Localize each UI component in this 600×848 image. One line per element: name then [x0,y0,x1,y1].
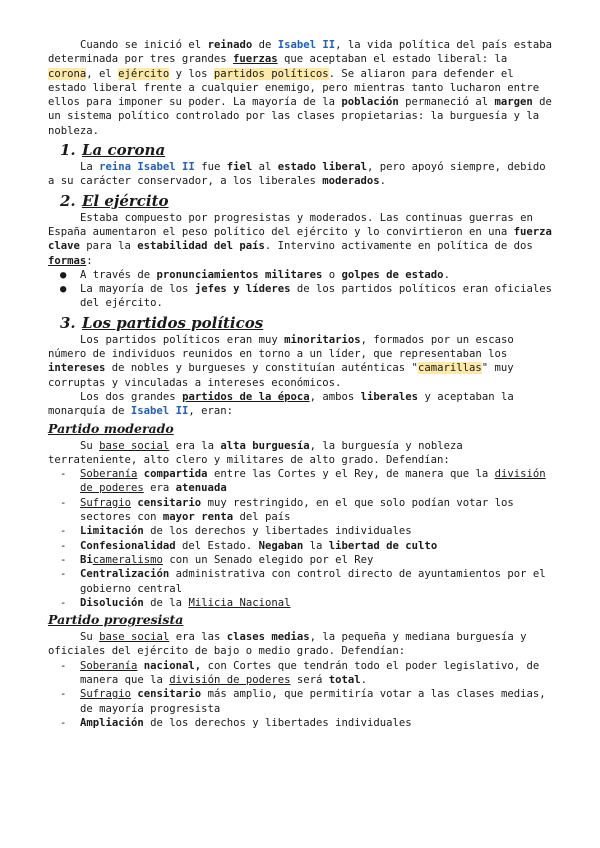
text: más amplio, que permitiría votar a las clases medias, de mayoría progresista [80,688,546,715]
text: que aceptaban el estado liberal: la [277,53,508,66]
text: o [322,268,342,281]
text: era las [169,631,227,644]
text: reinado [207,39,253,51]
section-heading-partidos [60,313,552,333]
text: era [143,482,176,495]
text: minoritarios [284,333,361,346]
text: con un Senado elegido por el Rey [162,553,374,566]
text: Isabel II [277,39,336,51]
text: base social [99,631,170,644]
dash-marker: - [60,525,67,538]
text: , eran: [188,405,233,418]
bullet-marker: ● [60,283,67,296]
corona-paragraph [48,160,552,189]
text: . [443,268,450,281]
text: Disolución [80,596,144,609]
text: , ambos [309,390,361,403]
dash-marker: - [60,659,67,672]
text: era la [169,439,221,452]
text: Estaba compuesto por progresistas y moderados. Las continuas guerras en España aumentaron el peso político del ejército y lo convirtieron en una [48,211,533,238]
text: administrativa con control directo de ayuntamientos por el gobierno central [80,568,546,595]
section-heading-ejercito [60,191,552,211]
text: censitario [131,688,202,701]
list-item [48,268,552,282]
dash-marker: - [60,553,67,566]
dash-marker: - [60,688,67,701]
text: y los [169,67,214,80]
text: de los derechos y libertades individuales [143,525,412,538]
text: La [80,161,100,174]
text: entre las Cortes y el Rey, de manera que la [207,468,495,481]
text: A través de [80,268,157,281]
dash-marker: - [60,539,67,552]
text: Su [80,439,100,452]
text: de nobles y burgueses y constituían auténticas " [105,362,418,375]
text: , la pequeña y mediana burguesía y oficiales del ejército de bajo o medio grado. Defendían: [48,631,527,658]
text: , la burguesía y nobleza terrateniente, alto clero y militares de alto grado. Defendían: [48,439,463,466]
section-number: 2. [60,191,76,210]
text: libertad de culto [328,539,438,552]
text: Bi [80,553,93,566]
text: formas [48,254,87,267]
text: Milicia Nacional [188,596,291,609]
section-title: El ejército [82,191,169,210]
text: Ampliación [80,716,144,729]
subheading-progresista: Partido progresista [48,612,184,628]
text: partidos de la época [182,390,310,403]
partidos-paragraph-1 [48,333,552,390]
text: , el [86,67,119,80]
dash-marker: - [60,596,67,609]
text: liberales [360,390,419,403]
text: Su [80,631,100,644]
section-number: 3. [60,313,76,332]
text: . [379,175,387,188]
list-item [48,659,552,688]
text: Centralización [80,568,170,581]
moderado-list [48,467,552,610]
text: jefes y líderes [194,283,291,296]
text: La mayoría de los [80,283,195,296]
bullet-marker: ● [60,268,67,281]
text: con Cortes que tendrán todo el poder legislativo, de manera que la [80,659,540,686]
text: fuerza clave [48,225,552,253]
text: del país [233,511,291,524]
highlight: ejército [118,67,170,80]
dash-marker: - [60,468,67,481]
text: Los partidos políticos eran muy [80,333,285,346]
dash-marker: - [60,496,67,509]
text: de los partidos políticos eran oficiales del ejército. [80,283,552,310]
text: Los dos grandes [80,390,183,403]
list-item [48,596,552,610]
text: al [252,161,278,174]
text: compartida [137,468,208,481]
text: Sufragio [80,496,132,509]
text: de los derechos y libertades individuales [143,716,412,729]
highlight: partidos políticos [213,67,329,80]
text: moderados [322,175,380,188]
text: Soberanía [80,468,138,481]
text: para la [79,240,138,253]
text: golpes de estado [341,268,444,281]
text: nacional, [137,659,202,672]
progresista-paragraph [48,630,552,659]
text: , la vida política del país estaba determinada por tres grandes [48,39,552,66]
section-title: La corona [82,141,166,160]
partidos-paragraph-2 [48,390,552,419]
text: Confesionalidad [80,539,176,552]
intro-paragraph [48,38,552,138]
text: del Estado. [175,539,259,552]
text: alta burguesía [220,439,310,452]
text: será [290,673,329,686]
text: permaneció al [398,96,495,109]
text: . [360,673,368,686]
list-item [48,496,552,525]
text: Cuando se inició el [80,39,208,51]
text: y aceptaban la monarquía de [48,390,514,418]
text: división de poderes [169,673,291,686]
moderado-paragraph [48,439,552,468]
text: Soberanía [80,659,138,672]
text: estabilidad del país [137,240,265,253]
text: mayor renta [162,511,234,524]
dash-marker: - [60,716,67,729]
ejercito-paragraph [48,211,552,268]
text: . Se aliaron para defender el estado liberal frente a cualquier enemigo, pero mientras tanto lucharon entre ellos para imponer su poder. La mayoría de la [48,67,540,109]
subheading-moderado: Partido moderado [48,420,174,436]
text: división de poderes [80,468,546,495]
text: reina Isabel II [99,161,195,174]
list-item [48,467,552,496]
text: de [252,39,278,51]
ejercito-list [48,268,552,311]
text: total [328,673,361,686]
section-number: 1. [60,141,76,160]
highlight: camarillas [417,362,482,375]
progresista-list [48,659,552,730]
text: cameralismo [92,553,163,566]
text: estado liberal [277,161,368,174]
text: de un sistema político controlado por las clases propietarias: la burguesía y la nobleza. [48,96,552,137]
list-item [48,716,552,730]
list-item [48,687,552,716]
dash-marker: - [60,568,67,581]
text: Limitación [80,525,144,538]
text: pronunciamientos militares [156,268,323,281]
section-title: Los partidos políticos [82,313,264,332]
list-item [48,567,552,596]
text: fiel [226,161,253,174]
text: intereses [48,362,106,375]
list-item [48,539,552,553]
text: fue [194,161,227,174]
text: población [341,96,399,109]
text: Isabel II [130,405,189,418]
text: , formados por un escaso número de individuos reunidos en torno a un líder, que representaban los [48,333,514,361]
text: margen [494,96,533,109]
text: la [303,539,329,552]
list-item [48,282,552,311]
highlight: corona [48,67,87,80]
text: : [86,254,93,267]
text: base social [99,439,170,452]
section-heading-corona [60,140,552,160]
text: de la [143,596,189,609]
text: muy restringido, en el que solo podían votar los sectores con [80,496,514,524]
text: censitario [131,496,202,509]
text: . Intervino activamente en política de dos [264,240,533,253]
text: fuerzas [232,53,278,66]
text: " muy corruptas y vinculadas a intereses económicos. [48,362,514,389]
text: Sufragio [80,688,132,701]
list-item [48,553,552,567]
text: Negaban [258,539,304,552]
text: atenuada [175,482,227,495]
list-item [48,524,552,538]
text: clases medias [226,631,310,644]
text: , pero apoyó siempre, debido a su carácter conservador, a los liberales [48,161,546,188]
